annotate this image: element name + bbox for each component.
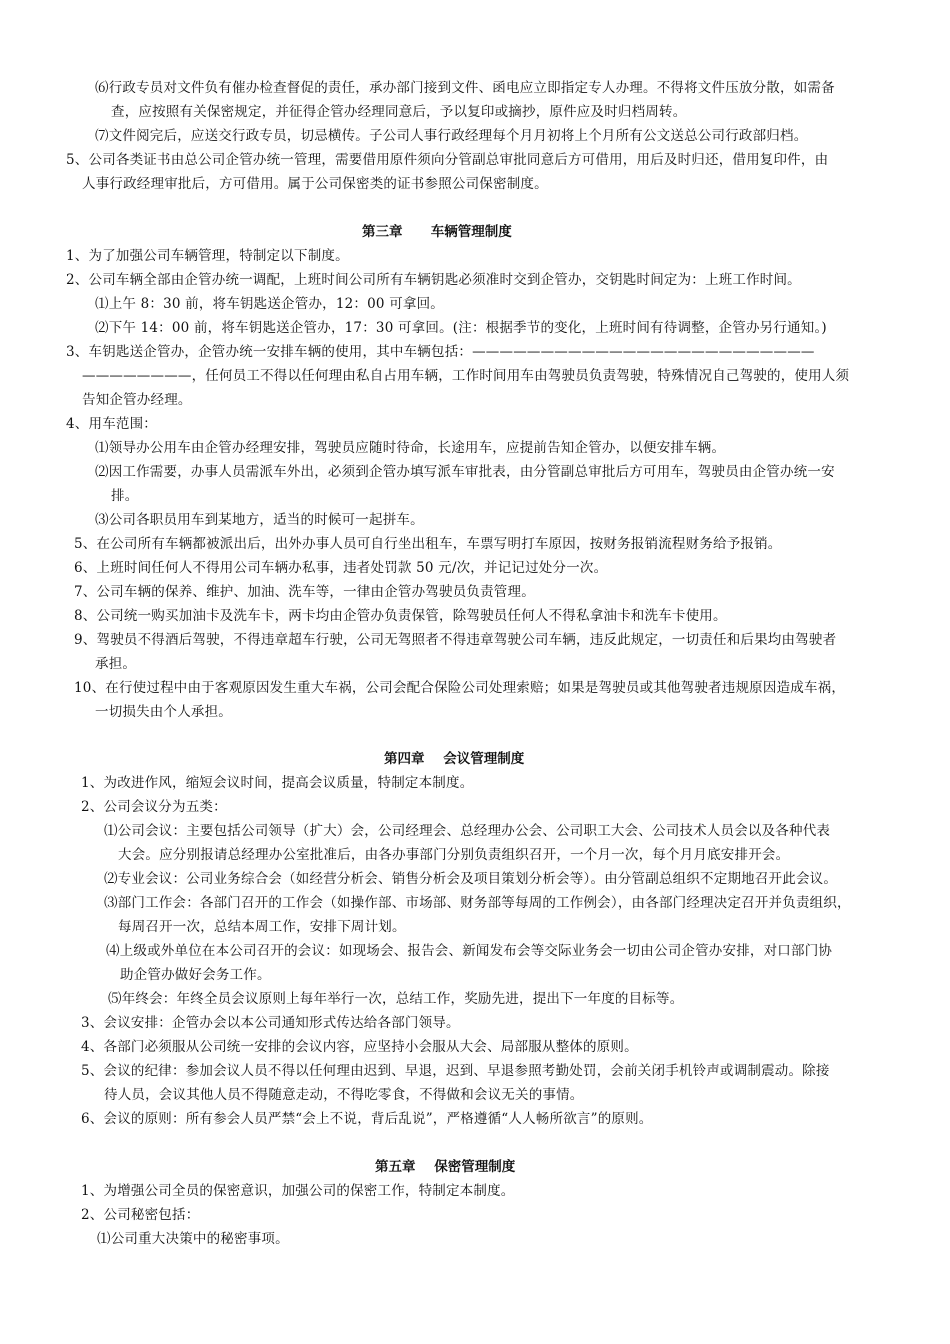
doc-line: ⑹行政专员对文件负有催办检查督促的责任，承办部门接到文件、函电应立即指定专人办理。不得将文件压放分散，如需备 [95,80,835,96]
doc-line: ⑵专业会议：公司业务综合会（如经营分析会、销售分析会及项目策划分析会等）。由分管副总组织不定期地召开此会议。 [104,871,838,887]
doc-line: 人事行政经理审批后，方可借用。属于公司保密类的证书参照公司保密制度。 [82,176,548,192]
doc-line: 6、上班时间任何人不得用公司车辆办私事，违者处罚款 50 元/次，并记记过处分一次。 [74,560,608,576]
doc-line: 3、会议安排：企管办会以本公司通知形式传达给各部门领导。 [81,1015,460,1031]
doc-line: 待人员，会议其他人员不得随意走动，不得吃零食，不得做和会议无关的事情。 [104,1087,584,1103]
doc-line: ⑴领导办公用车由企管办经理安排，驾驶员应随时待命，长途用车，应提前告知企管办，以便安排车辆。 [95,440,726,456]
doc-line: 2、公司会议分为五类： [81,799,227,815]
doc-line: 5、会议的纪律：参加会议人员不得以任何理由迟到、早退，迟到、早退参照考勤处罚，会前关闭手机铃声或调制震动。除接 [81,1063,830,1079]
doc-line: ⑷上级或外单位在本公司召开的会议：如现场会、报告会、新闻发布会等交际业务会一切由公司企管办安排，对口部门协 [106,943,833,959]
doc-line: ⑴公司重大决策中的秘密事项。 [97,1231,289,1247]
doc-line: 1、为增强公司全员的保密意识，加强公司的保密工作，特制定本制度。 [81,1183,515,1199]
chapter-heading: 第四章 会议管理制度 [384,751,525,767]
doc-line: 承担。 [95,656,137,672]
doc-line: ⑴上午 8：30 前，将车钥匙送企管办，12：00 可拿回。 [95,296,444,312]
doc-line: 排。 [111,488,139,504]
doc-line: 查，应按照有关保密规定，并征得企管办经理同意后，予以复印或摘抄，原件应及时归档周转。 [111,104,687,120]
doc-line: ————————，任何员工不得以任何理由私自占用车辆，工作时间用车由驾驶员负责驾驶，特殊情况自己驾驶的，使用人须 [82,368,850,384]
doc-line: ⑸年终会：年终全员会议原则上每年举行一次，总结工作，奖励先进，提出下一年度的目标等。 [108,991,684,1007]
doc-line: 助企管办做好会务工作。 [120,967,271,983]
doc-line: 4、用车范围： [66,416,157,432]
doc-line: 5、在公司所有车辆都被派出后，出外办事人员可自行坐出租车，车票写明打车原因，按财务报销流程财务给予报销。 [74,536,782,552]
doc-line: ⑵因工作需要，办事人员需派车外出，必须到企管办填写派车审批表，由分管副总审批后方可用车，驾驶员由企管办统一安 [95,464,835,480]
doc-line: 大会。应分别报请总经理办公室批准后，由各办事部门分别负责组织召开，一个月一次，每个月月底安排开会。 [118,847,790,863]
doc-line: ⑶公司各职员用车到某地方，适当的时候可一起拼车。 [95,512,424,528]
doc-line: ⑵下午 14：00 前，将车钥匙送企管办，17：30 可拿回。(注：根据季节的变化，上班时间有待调整，企管办另行通知。) [95,320,827,336]
chapter-heading: 第五章 保密管理制度 [375,1159,516,1175]
doc-line: ⑶部门工作会：各部门召开的工作会（如操作部、市场部、财务部等每周的工作例会），由各部门经理决定召开并负责组织， [104,895,851,911]
doc-line: 2、公司车辆全部由企管办统一调配，上班时间公司所有车辆钥匙必须准时交到企管办，交钥匙时间定为：上班工作时间。 [66,272,801,288]
doc-line: 9、驾驶员不得酒后驾驶，不得违章超车行驶，公司无驾照者不得违章驾驶公司车辆，违反此规定，一切责任和后果均由驾驶者 [74,632,837,648]
doc-line: 1、为了加强公司车辆管理，特制定以下制度。 [66,248,349,264]
doc-line: 1、为改进作风，缩短会议时间，提高会议质量，特制定本制度。 [81,775,474,791]
doc-line: 2、公司秘密包括： [81,1207,200,1223]
doc-line: ⑴公司会议：主要包括公司领导（扩大）会，公司经理会、总经理办公会、公司职工大会、公司技术人员会以及各种代表 [104,823,831,839]
chapter-heading: 第三章 车辆管理制度 [362,224,512,240]
doc-line: 3、车钥匙送企管办，企管办统一安排车辆的使用，其中车辆包括：————————————————————————— [66,344,815,360]
doc-line: 告知企管办经理。 [82,392,192,408]
doc-line: 6、会议的原则：所有参会人员严禁“会上不说，背后乱说”，严格遵循“人人畅所欲言”的原则。 [81,1111,653,1127]
doc-line: 每周召开一次，总结本周工作，安排下周计划。 [118,919,406,935]
doc-line: 一切损失由个人承担。 [95,704,232,720]
doc-line: 4、各部门必须服从公司统一安排的会议内容，应坚持小会服从大会、局部服从整体的原则。 [81,1039,638,1055]
doc-line: 5、公司各类证书由总公司企管办统一管理，需要借用原件须向分管副总审批同意后方可借用，用后及时归还，借用复印件，由 [66,152,829,168]
doc-line: 8、公司统一购买加油卡及洗车卡，两卡均由企管办负责保管，除驾驶员任何人不得私拿油卡和洗车卡使用。 [74,608,727,624]
doc-line: ⑺文件阅完后，应送交行政专员，切忌横传。子公司人事行政经理每个月月初将上个月所有公文送总公司行政部归档。 [95,128,808,144]
doc-line: 7、公司车辆的保养、维护、加油、洗车等，一律由企管办驾驶员负责管理。 [74,584,535,600]
doc-line: 10、在行使过程中由于客观原因发生重大车祸，公司会配合保险公司处理索赔；如果是驾驶员或其他驾驶者违规原因造成车祸， [74,680,846,696]
